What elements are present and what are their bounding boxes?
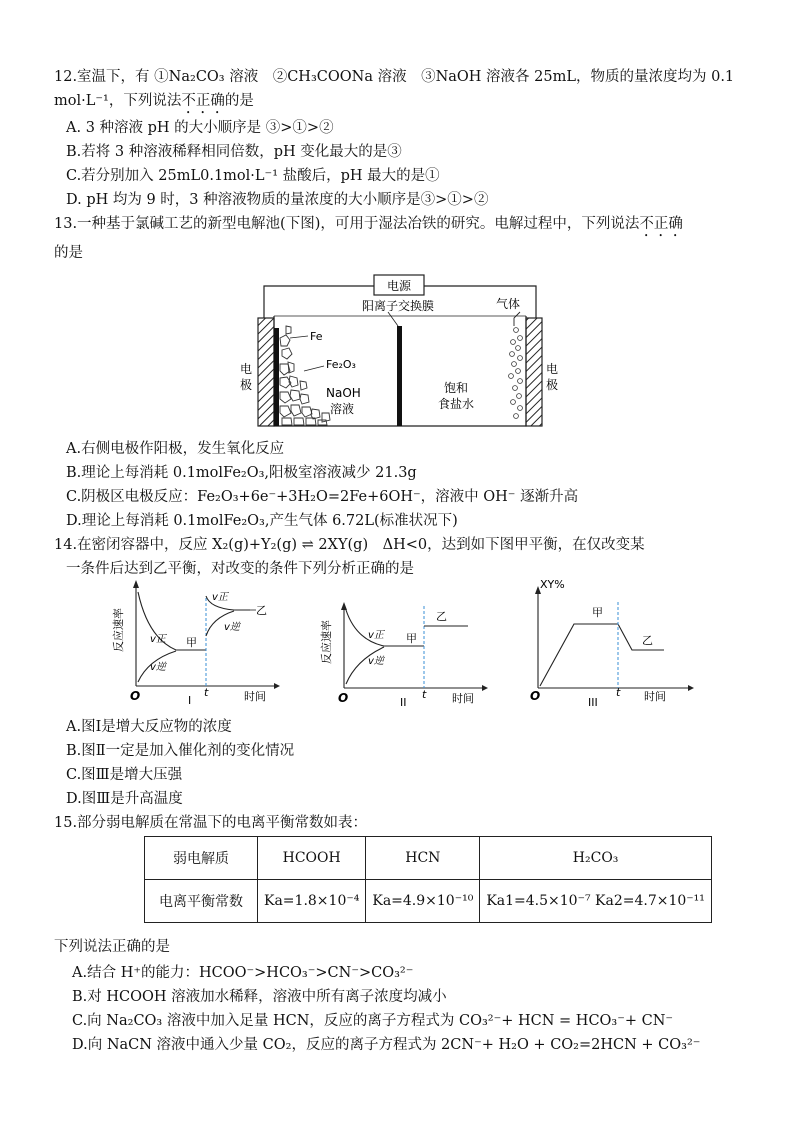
jia-label: 甲 [186,636,197,649]
gas-bubbles [509,328,523,419]
x-axis-label: 时间 [244,690,266,703]
left-electrode [258,318,274,426]
t-label: t [204,686,209,699]
right-electrode [526,318,542,426]
q12-stem-line2: mol·L⁻¹，下列说法不正确的是 [54,93,254,109]
power-supply-label: 电源 [386,279,412,293]
q14-option-a: A.图Ⅰ是增大反应物的浓度 [66,719,232,735]
y-axis-label: 反应速率 [112,608,125,652]
t-label: t [422,688,427,701]
origin-label: O [530,689,541,703]
naoh-label-line1: NaOH [326,386,361,400]
fe-plate [274,328,279,426]
q15-option-d: D.向 NaCN 溶液中通入少量 CO₂，反应的离子方程式为 2CN⁻+ H₂O + CO₂=2HCN + CO₃²⁻ [72,1037,701,1053]
graph-3-caption: III [588,696,598,709]
v-reverse-label-2: v逆 [224,622,240,633]
left-electrode-label-1: 电 [240,362,253,376]
q15-stem-line2: 下列说法正确的是 [54,939,170,955]
v-forward-label: v正 [368,630,384,641]
t-label: t [616,686,621,699]
electrolysis-cell-figure [230,268,570,434]
v-reverse-label: v逆 [150,662,166,673]
yi-label: 乙 [642,634,653,647]
table-header-row [145,837,712,880]
naoh-label-line2: 溶液 [330,402,355,416]
fe-label: Fe [310,330,323,343]
table-cell: 电离平衡常数 [145,880,258,923]
yi-label: 乙 [256,604,267,617]
origin-label: O [130,689,141,703]
table-header-cell: 弱电解质 [145,837,258,880]
xy-percent-label: XY% [540,578,565,591]
fe2o3-label: Fe₂O₃ [326,358,356,371]
q13-option-a: A.右侧电极作阳极，发生氧化反应 [66,441,285,457]
graph-1-caption: I [188,694,192,707]
q13-option-d: D.理论上每消耗 0.1molFe₂O₃,产生气体 6.72L(标准状况下) [66,513,458,529]
v-reverse-label: v逆 [368,656,384,667]
gas-label: 气体 [495,297,521,311]
q14-option-c: C.图Ⅲ是增大压强 [66,767,183,783]
q13-option-c: C.阴极区电极反应：Fe₂O₃+6e⁻+3H₂O=2Fe+6OH⁻，溶液中 OH⁻ 逐渐升高 [66,489,579,505]
brine-label-line2: 食盐水 [437,397,475,411]
right-electrode-label-1: 电 [546,362,559,376]
q12-option-b: B.若将 3 种溶液稀释相同倍数，pH 变化最大的是③ [66,144,402,160]
ionization-constants-table [144,836,712,923]
table-row [145,880,712,923]
q15-option-c: C.向 Na₂CO₃ 溶液中加入足量 HCN，反应的离子方程式为 CO₃²⁻+ HCN = HCO₃⁻+ CN⁻ [72,1013,674,1029]
table-cell: Ka1=4.5×10⁻⁷ Ka2=4.7×10⁻¹¹ [480,880,712,923]
y-axis-label: 反应速率 [320,620,333,664]
q12-option-a: A. 3 种溶液 pH 的大小顺序是 ③>①>② [66,120,334,136]
fe2o3-particles [280,326,330,425]
graph-2-caption: II [400,696,407,709]
x-axis-label: 时间 [644,690,666,703]
table-cell: Ka=1.8×10⁻⁴ [258,880,366,923]
v-forward-label-2: v正 [212,592,228,603]
rate-graph-1 [104,578,284,708]
v-forward-label: v正 [150,634,166,645]
q12-option-c: C.若分别加入 25mL0.1mol·L⁻¹ 盐酸后，pH 最大的是① [66,168,440,184]
yi-label: 乙 [436,610,447,623]
table-header-cell: HCN [366,837,480,880]
table-header-cell: H₂CO₃ [480,837,712,880]
q12-stem-line1: 12.室温下，有 ①Na₂CO₃ 溶液 ②CH₃COONa 溶液 ③NaOH 溶液各 25mL，物质的量浓度均为 0.1 [54,69,735,85]
xy-percent-graph-3 [520,576,700,710]
jia-label: 甲 [406,632,417,645]
table-cell: Ka=4.9×10⁻¹⁰ [366,880,480,923]
q14-stem-line2: 一条件后达到乙平衡，对改变的条件下列分析正确的是 [66,561,414,577]
rate-graph-2 [312,600,492,710]
origin-label: O [338,691,349,705]
q14-stem-line1: 14.在密闭容器中，反应 X₂(g)+Y₂(g) ⇌ 2XY(g) ΔH<0，达到如下图甲平衡，在仅改变某 [54,537,645,553]
q15-stem-line1: 15.部分弱电解质在常温下的电离平衡常数如表： [54,815,368,831]
q15-option-a: A.结合 H⁺的能力：HCOO⁻>HCO₃⁻>CN⁻>CO₃²⁻ [72,965,414,981]
x-axis-label: 时间 [452,692,474,705]
q13-option-b: B.理论上每消耗 0.1molFe₂O₃,阳极室溶液减少 21.3g [66,465,417,481]
left-electrode-label-2: 极 [240,378,253,392]
membrane-label: 阳离子交换膜 [361,299,435,313]
right-electrode-label-2: 极 [546,378,559,392]
brine-label-line1: 饱和 [443,381,469,395]
emphasis-not-correct: 不正确 [639,216,683,232]
q14-option-b: B.图Ⅱ一定是加入催化剂的变化情况 [66,743,295,759]
emphasis-not-correct: 不正确 [181,93,225,109]
q15-option-b: B.对 HCOOH 溶液加水稀释，溶液中所有离子浓度均减小 [72,989,447,1005]
q12-option-d: D. pH 均为 9 时，3 种溶液物质的量浓度的大小顺序是③>①>② [66,192,489,208]
q14-option-d: D.图Ⅲ是升高温度 [66,791,183,807]
q13-stem-line1: 13.一种基于氯碱工艺的新型电解池(下图)，可用于湿法冶铁的研究。电解过程中，下列说法不正确 [54,216,683,232]
cation-exchange-membrane [397,326,402,426]
table-header-cell: HCOOH [258,837,366,880]
jia-label: 甲 [592,606,603,619]
q13-stem-line2: 的是 [54,245,83,261]
